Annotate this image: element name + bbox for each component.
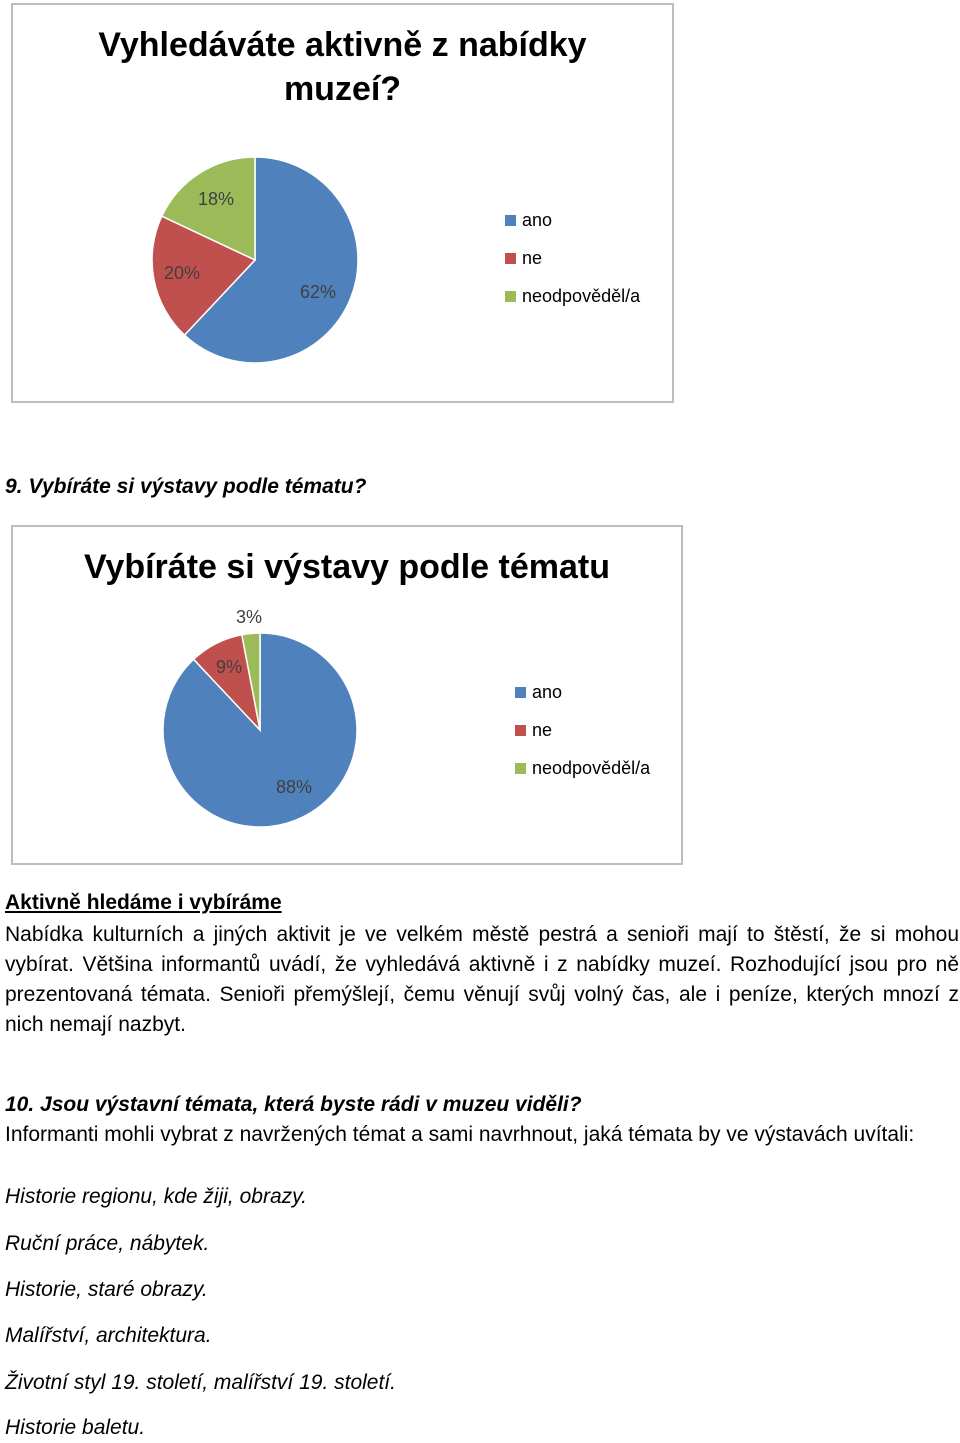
answer-item: Historie regionu, kde žiji, obrazy. [5,1185,307,1208]
legend-swatch [515,763,526,774]
legend-item-ano [515,673,650,711]
pie-slices [152,157,358,363]
legend-item-ne [505,239,640,277]
legend-item-ano [505,201,640,239]
chart-title: Vybíráte si výstavy podle tématu [84,548,610,586]
legend-label: ano [532,681,563,702]
legend-swatch [515,725,526,736]
pie-slice-label: 62% [299,282,337,302]
pie-slice-label: 88% [275,777,313,797]
answer-item: Historie, staré obrazy. [5,1278,208,1301]
legend-label: ano [522,209,553,230]
paragraph-2: Informanti mohli vybrat z navržených témat a sami navrhnout, jaká témata by ve výstavách uvítali: [5,1123,915,1146]
legend [505,201,640,315]
legend-label: neodpověděl/a [532,757,651,778]
question-10: 10. Jsou výstavní témata, která byste rádi v muzeu viděli? [5,1093,582,1116]
legend-label: ne [532,719,553,740]
pie-chart-exhibition-topic [11,525,683,865]
answer-item: Malířství, architektura. [5,1324,212,1347]
legend-item-neodpovedel [515,749,650,787]
pie-chart-museum-search [11,3,674,403]
answer-item: Historie baletu. [5,1416,146,1439]
section-heading: Aktivně hledáme i vybíráme [5,891,282,914]
pie-slice-label: 20% [163,263,201,283]
pie-slice-label: 9% [215,657,243,677]
legend-swatch [505,215,516,226]
pie-slices [163,633,357,827]
legend-item-ne [515,711,650,749]
legend-label: neodpověděl/a [522,285,641,306]
question-9: 9. Vybíráte si výstavy podle tématu? [5,475,367,498]
legend [515,673,650,787]
answer-item: Ruční práce, nábytek. [5,1232,210,1255]
pie-slice-label: 18% [197,189,235,209]
legend-label: ne [522,247,543,268]
answer-item: Životní styl 19. století, malířství 19. století. [5,1371,396,1394]
legend-swatch [505,291,516,302]
legend-swatch [505,253,516,264]
legend-swatch [515,687,526,698]
legend-item-neodpovedel [505,277,640,315]
chart-title: Vyhledáváte aktivně z nabídky muzeí? [98,26,587,109]
pie-slice-label: 3% [235,607,263,627]
paragraph-1: Nabídka kulturních a jiných aktivit je ve velkém městě pestrá a senioři mají to štěstí, že si mohou vybírat. Většina informantů uvádí, že vyhledává aktivně i z nabídky muzeí. Rozhodující jsou pro ně prezentovaná témata. Senioři přemýšlejí, čemu věnují svůj volný čas, ale i peníze, kterých mnozí z nich nemají nazbyt. [5,923,959,1036]
